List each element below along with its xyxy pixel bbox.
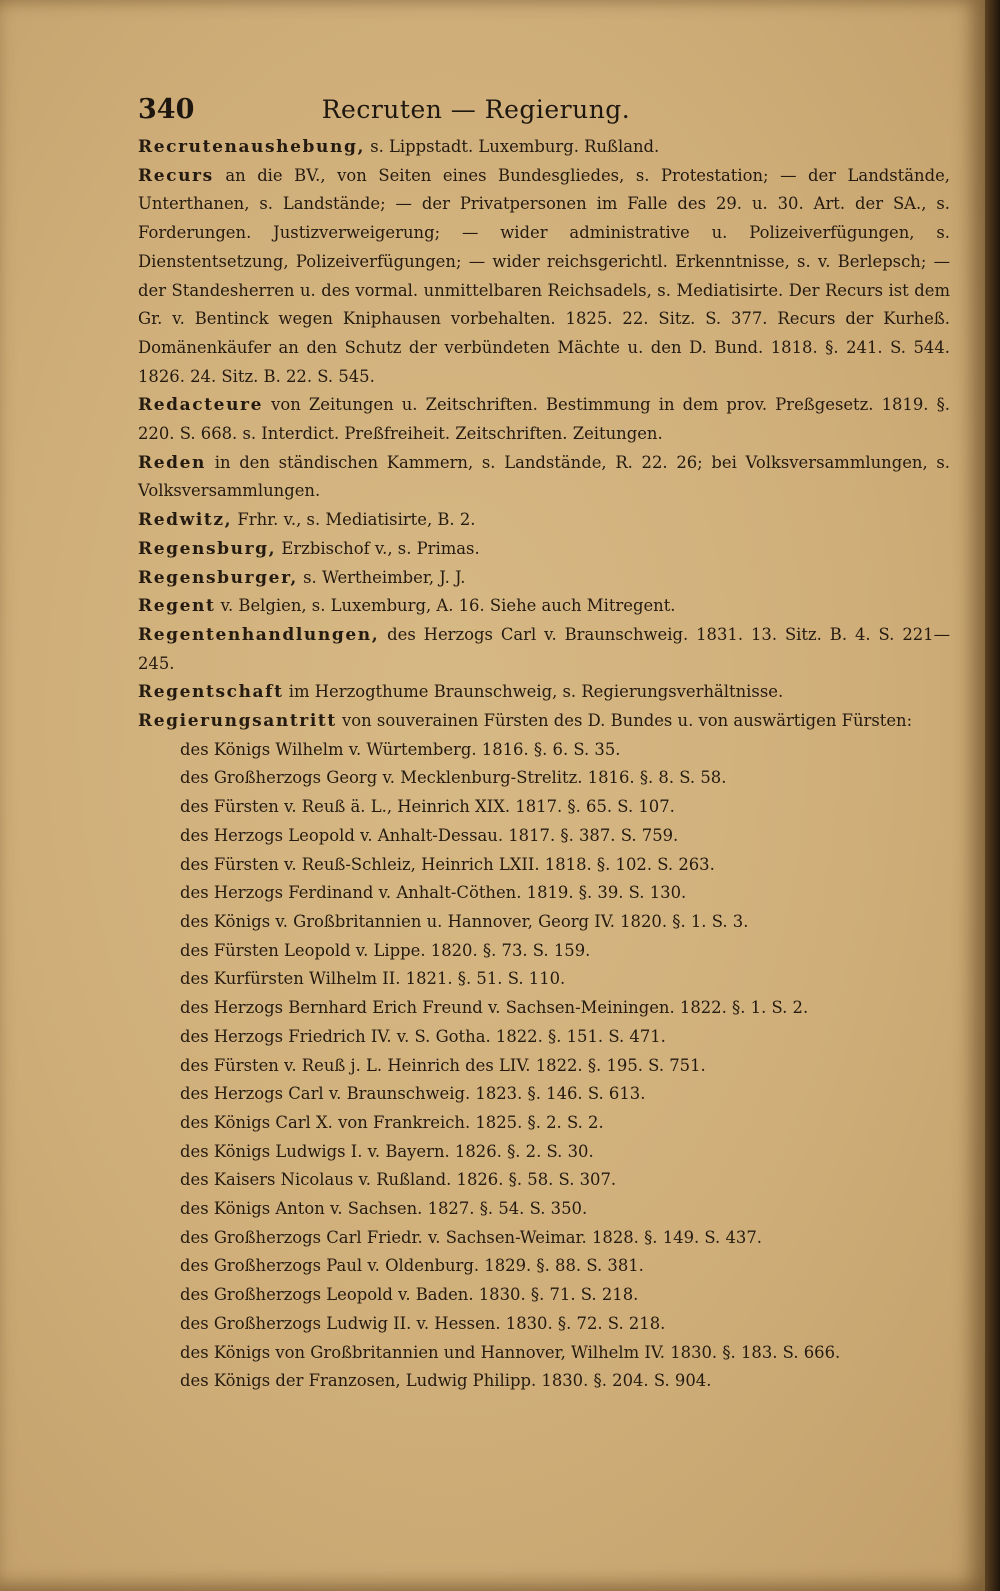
entry-text: im Herzogthume Braunschweig, s. Regierungsverhältnisse.	[283, 682, 784, 702]
sub-entry: des Fürsten v. Reuß-Schleiz, Heinrich LXII. 1818. §. 102. S. 263.	[180, 854, 715, 874]
sub-entry: des Königs von Großbritannien und Hannover, Wilhelm IV. 1830. §. 183. S. 666.	[180, 1342, 841, 1362]
sub-entry: des Kaisers Nicolaus v. Rußland. 1826. §. 58. S. 307.	[180, 1170, 617, 1190]
index-entry	[138, 506, 950, 535]
sub-entry: des Fürsten v. Reuß ä. L., Heinrich XIX. 1817. §. 65. S. 107.	[180, 797, 675, 817]
index-entry	[138, 162, 950, 392]
index-entry	[138, 592, 950, 621]
entry-text: Erzbischof v., s. Primas.	[276, 538, 480, 558]
index-entry	[138, 535, 950, 564]
sub-entry: des Kurfürsten Wilhelm II. 1821. §. 51. S. 110.	[180, 969, 566, 989]
page-header	[138, 88, 698, 132]
entry-text: in den ständischen Kammern, s. Landstände, R. 22. 26; bei Volksversammlungen, s. Volksversammlungen.	[138, 452, 950, 501]
page-number: 340	[138, 94, 195, 125]
sub-entry: des Herzogs Ferdinand v. Anhalt-Cöthen. 1819. §. 39. S. 130.	[180, 883, 687, 903]
book-spine-edge	[985, 0, 1000, 1591]
sub-entry: des Großherzogs Ludwig II. v. Hessen. 1830. §. 72. S. 218.	[180, 1313, 666, 1333]
index-entry	[138, 564, 950, 593]
entry-head: Regentschaft	[138, 682, 284, 703]
entry-head: Redwitz,	[138, 510, 233, 531]
sub-entry: des Großherzogs Georg v. Mecklenburg-Strelitz. 1816. §. 8. S. 58.	[180, 768, 727, 788]
entry-text: an die BV., von Seiten eines Bundesgliedes, s. Protestation; — der Landstände, Unterthanen, s. Landstände; — der Privatpersonen im Falle des 29. u. 30. Art. der SA., s. Forderungen. Justizverweigerung; — wider administrative u. Polizeiverfügungen, s. Dienstentsetzung, Polizeiverfügungen; — wider reichsgerichtl. Erkenntnisse, s. v. Berlepsch; — der Standesherren u. des vormal. unmittelbaren Reichsadels, s. Mediatisirte. Der Recurs ist dem Gr. v. Bentinck wegen Kniphausen vorbehalten. 1825. 22. Sitz. S. 377. Recurs der Kurheß. Domänenkäufer an den Schutz der verbündeten Mächte u. den D. Bund. 1818. §. 241. S. 544. 1826. 24. Sitz. B. 22. S. 545.	[138, 165, 950, 386]
entry-head: Redacteure	[138, 395, 263, 416]
sub-entry: des Königs der Franzosen, Ludwig Philipp. 1830. §. 204. S. 904.	[180, 1371, 712, 1391]
entry-head: Recurs	[138, 165, 214, 186]
index-entries	[138, 133, 950, 1396]
sub-entry: des Großherzogs Paul v. Oldenburg. 1829. §. 88. S. 381.	[180, 1256, 644, 1276]
entry-text: des Herzogs Carl v. Braunschweig. 1831. 13. Sitz. B. 4. S. 221—245.	[138, 624, 950, 673]
index-entry	[138, 391, 950, 448]
sub-entry: des Königs Ludwigs I. v. Bayern. 1826. §. 2. S. 30.	[180, 1141, 594, 1161]
sub-entry: des Großherzogs Carl Friedr. v. Sachsen-Weimar. 1828. §. 149. S. 437.	[180, 1227, 762, 1247]
entry-text: von souverainen Fürsten des D. Bundes u. von auswärtigen Fürsten:	[336, 711, 913, 731]
index-entry	[138, 678, 950, 707]
sub-entry: des Fürsten v. Reuß j. L. Heinrich des LIV. 1822. §. 195. S. 751.	[180, 1055, 706, 1075]
sub-entry: des Großherzogs Leopold v. Baden. 1830. §. 71. S. 218.	[180, 1285, 639, 1305]
entry-text: von Zeitungen u. Zeitschriften. Bestimmung in dem prov. Preßgesetz. 1819. §. 220. S. 668. s. Interdict. Preßfreiheit. Zeitschriften. Zeitungen.	[138, 395, 950, 444]
sub-entry: des Herzogs Carl v. Braunschweig. 1823. §. 146. S. 613.	[180, 1084, 646, 1104]
sub-entry: des Königs Carl X. von Frankreich. 1825. §. 2. S. 2.	[180, 1112, 604, 1132]
index-entry	[138, 707, 950, 736]
sub-entry: des Herzogs Leopold v. Anhalt-Dessau. 1817. §. 387. S. 759.	[180, 825, 679, 845]
sub-entry: des Königs Wilhelm v. Würtemberg. 1816. §. 6. S. 35.	[180, 739, 621, 759]
sub-entry: des Herzogs Friedrich IV. v. S. Gotha. 1822. §. 151. S. 471.	[180, 1026, 666, 1046]
sub-entry: des Königs v. Großbritannien u. Hannover, Georg IV. 1820. §. 1. S. 3.	[180, 911, 749, 931]
entry-head: Regensburg,	[138, 538, 277, 559]
entry-text: s. Lippstadt. Luxemburg. Rußland.	[364, 137, 660, 156]
running-head: Recruten — Regierung.	[321, 95, 631, 124]
entry-text: s. Wertheimber, J. J.	[297, 567, 466, 587]
index-entry	[138, 621, 950, 678]
entry-head: Regierungsantritt	[138, 711, 337, 732]
sub-entry: des Königs Anton v. Sachsen. 1827. §. 54. S. 350.	[180, 1199, 588, 1219]
entry-head: Regentenhandlungen,	[138, 624, 380, 645]
entry-text: v. Belgien, s. Luxemburg, A. 16. Siehe auch Mitregent.	[215, 596, 676, 616]
index-entry	[138, 449, 950, 506]
entry-text: Frhr. v., s. Mediatisirte, B. 2.	[232, 510, 476, 530]
entry-head: Recrutenaushebung,	[138, 137, 365, 157]
index-entry	[138, 133, 950, 162]
entry-head: Regent	[138, 596, 216, 617]
sub-entry: des Fürsten Leopold v. Lippe. 1820. §. 73. S. 159.	[180, 940, 591, 960]
entry-head: Reden	[138, 452, 207, 473]
entry-head: Regensburger,	[138, 567, 298, 588]
sub-entry: des Herzogs Bernhard Erich Freund v. Sachsen-Meiningen. 1822. §. 1. S. 2.	[180, 998, 809, 1018]
